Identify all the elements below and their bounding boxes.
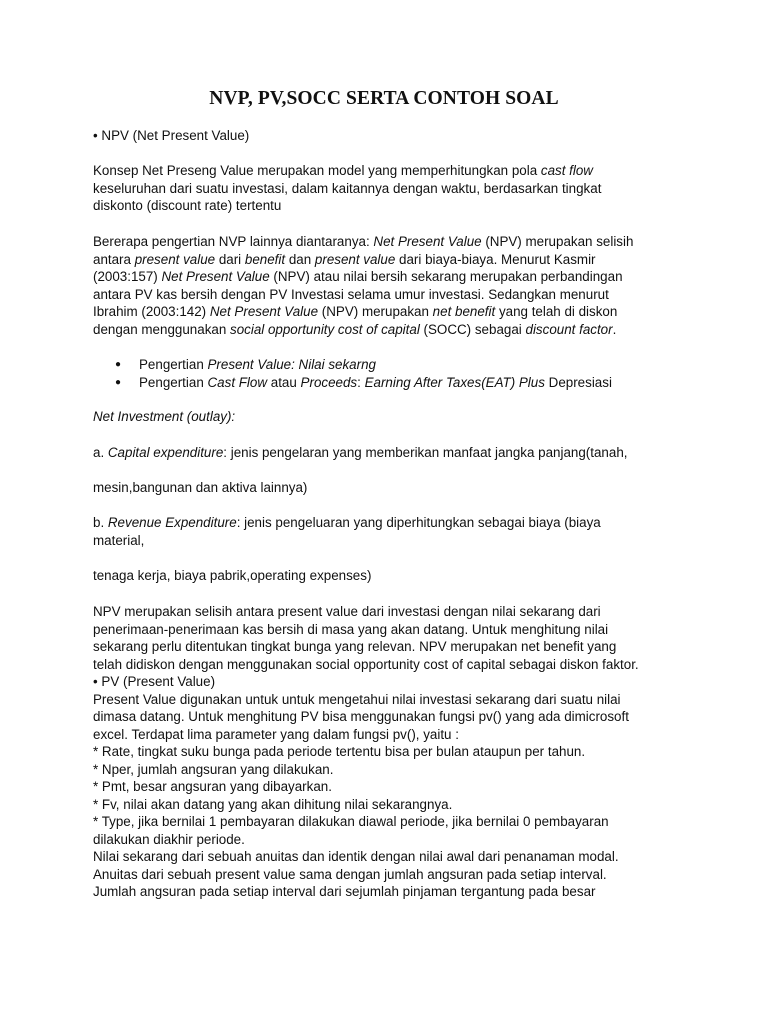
final-line: penerimaan-penerimaan kas bersih di masa yang akan datang. Untuk menghitung nilai [93,621,609,637]
item-b-continued [93,567,683,585]
final-line: sekarang perlu ditentukan tingkat bunga yang relevan. NPV merupakan net benefit yang [93,639,617,654]
final-line: Jumlah angsuran pada setiap interval dari sejumlah pinjaman tergantung pada besar [93,884,596,899]
item-b-line1: b. Revenue Expenditure: jenis pengeluaran yang diperhitungkan sebagai biaya (biaya [93,515,601,530]
bullet-dot-icon: ● [115,359,122,370]
param-nper: * Nper, jumlah angsuran yang dilakukan. [93,761,334,777]
final-line: Present Value digunakan untuk untuk mengetahui nilai investasi sekarang dari suatu nilai [93,691,621,707]
item-b-cont-line: tenaga kerja, biaya pabrik,operating expenses) [93,568,372,583]
pv-heading: • PV (Present Value) [93,674,216,689]
final-line: Anuitas dari sebuah present value sama dengan jumlah angsuran pada setiap interval. [93,866,607,882]
final-line: dimasa datang. Untuk menghitung PV bisa menggunakan fungsi pv() yang ada dimicrosoft [93,709,629,724]
para2-line1: Bererapa pengertian NVP lainnya diantaranya: Net Present Value (NPV) merupakan selisih [93,234,634,249]
item-a-line: a. Capital expenditure: jenis pengelaran yang memberikan manfaat jangka panjang(tanah, [93,445,628,460]
final-line: dilakukan diakhir periode. [93,831,245,847]
npv-heading-text: • NPV (Net Present Value) [93,128,250,143]
para1-line1: Konsep Net Preseng Value merupakan model yang memperhitungkan pola cast flow [93,163,593,178]
net-investment-heading [93,408,683,426]
bullet-text: Pengertian Cast Flow atau Proceeds: Earning After Taxes(EAT) Plus Depresiasi [139,375,612,390]
para2-line3: (2003:157) Net Present Value (NPV) atau nilai bersih sekarang merupakan perbandingan [93,269,623,284]
paragraph-npv-pv-detail [93,603,683,901]
final-line: telah didiskon dengan menggunakan social opportunity cost of capital sebagai diskon faktor. [93,656,639,672]
item-a-continued [93,479,683,497]
item-b [93,514,683,549]
final-line: excel. Terdapat lima parameter yang dalam fungsi pv(), yaitu : [93,726,459,742]
para2-line2: antara present value dari benefit dan present value dari biaya-biaya. Menurut Kasmir [93,251,596,267]
item-a [93,444,683,462]
param-fv: * Fv, nilai akan datang yang akan dihitung nilai sekarangnya. [93,796,453,812]
param-rate: * Rate, tingkat suku bunga pada periode tertentu bisa per bulan ataupun per tahun. [93,744,586,759]
param-pmt: * Pmt, besar angsuran yang dibayarkan. [93,779,332,794]
net-investment-text: Net Investment (outlay): [93,409,236,424]
param-type: * Type, jika bernilai 1 pembayaran dilakukan diawal periode, jika bernilai 0 pembayaran [93,814,609,829]
final-line: Nilai sekarang dari sebuah anuitas dan identik dengan nilai awal dari penanaman modal. [93,849,619,864]
final-line: NPV merupakan selisih antara present value dari investasi dengan nilai sekarang dari [93,604,601,619]
paragraph-npv-concept [93,162,683,215]
para1-line2: keseluruhan dari suatu investasi, dalam kaitannya dengan waktu, berdasarkan tingkat [93,180,602,196]
paragraph-npv-definitions [93,233,683,338]
bullet-text: Pengertian Present Value: Nilai sekarng [139,357,376,372]
npv-heading [93,127,683,145]
page-title: NVP, PV,SOCC SERTA CONTOH SOAL [209,88,559,109]
para2-line6: dengan menggunakan social opportunity cost of capital (SOCC) sebagai discount factor. [93,321,617,337]
para1-line3: diskonto (discount rate) tertentu [93,198,282,213]
item-a-cont-line: mesin,bangunan dan aktiva lainnya) [93,480,308,495]
para2-line4: antara PV kas bersih dengan PV Investasi selama umur investasi. Sedangkan menurut [93,286,609,302]
bullet-dot-icon: ● [115,377,122,388]
item-b-line2: material, [93,532,145,548]
para2-line5: Ibrahim (2003:142) Net Present Value (NPV) merupakan net benefit yang telah di diskon [93,304,618,319]
